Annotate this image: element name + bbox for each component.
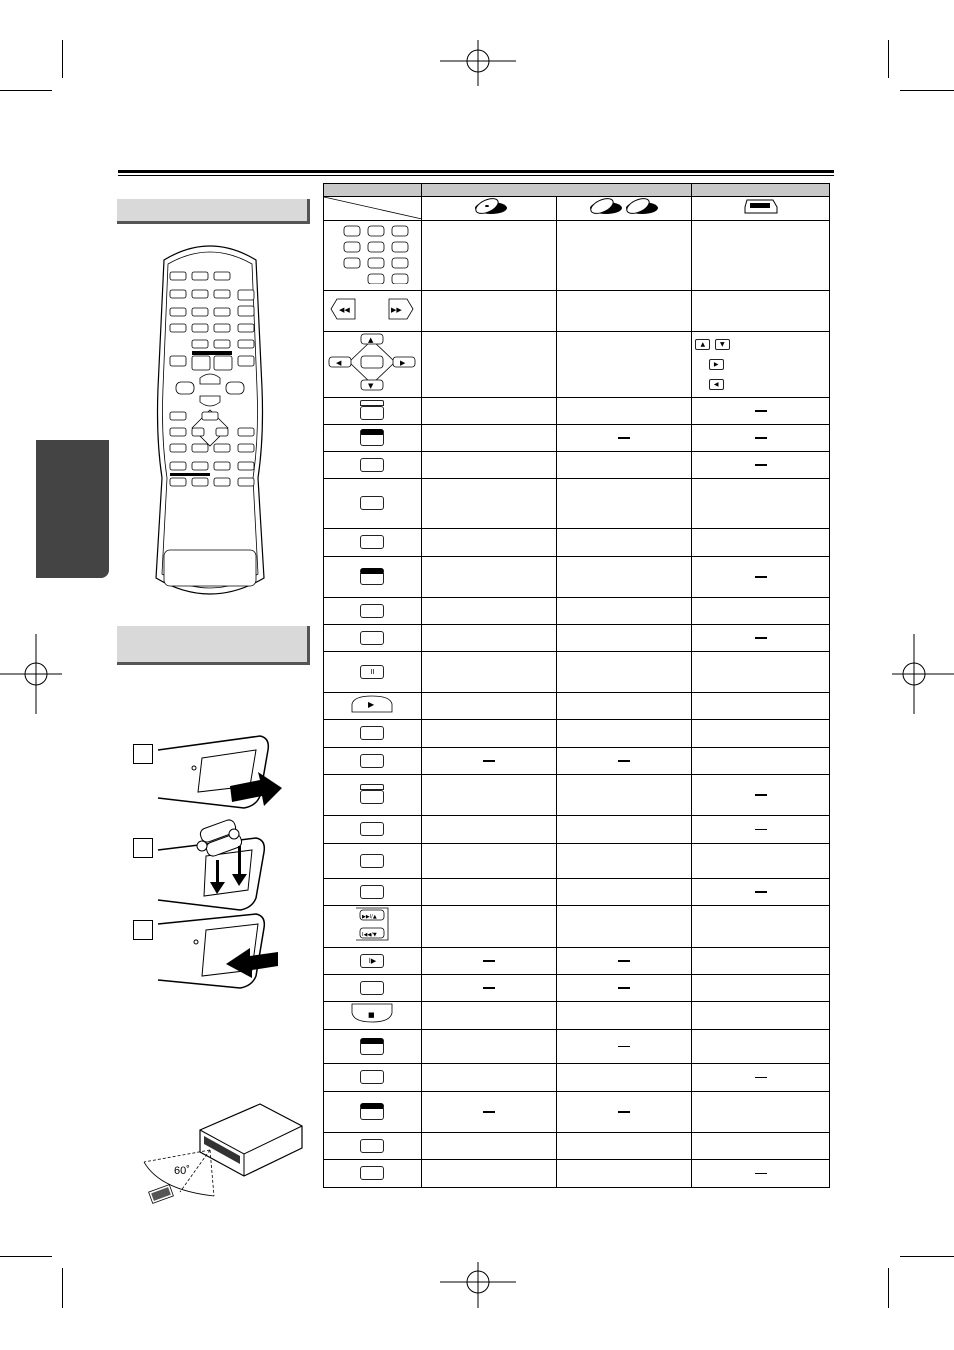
skip-search-buttons-icon (324, 906, 422, 948)
dvd-cell (421, 948, 556, 975)
function-row (324, 332, 830, 398)
right-button-icon: ▶ (709, 359, 724, 370)
step-number-box (133, 838, 153, 858)
vhs-cell (692, 975, 830, 1002)
button-icon (324, 479, 422, 529)
cd-discs-icon (584, 197, 664, 215)
vhs-cell (692, 844, 830, 879)
diagonal-header-cell (324, 197, 422, 221)
dvd-cell (421, 748, 556, 775)
vhs-cell (692, 693, 830, 720)
vhs-cell (692, 816, 830, 844)
button-icon (324, 816, 422, 844)
availability-dash (755, 464, 767, 466)
function-row (324, 906, 830, 948)
function-row (324, 652, 830, 693)
crop-mark (888, 1268, 889, 1308)
button-icon (324, 720, 422, 748)
availability-dash (618, 760, 630, 762)
dvd-cell (421, 720, 556, 748)
function-row (324, 452, 830, 479)
cd-cell (556, 1133, 692, 1160)
vhs-cell (692, 291, 830, 332)
dvd-cell (421, 1160, 556, 1188)
function-row (324, 775, 830, 816)
battery-cover-close-illustration (152, 910, 282, 1000)
cd-cell (556, 1002, 692, 1030)
step-number-box (133, 744, 153, 764)
vhs-cell (692, 1002, 830, 1030)
registration-mark-icon (440, 40, 516, 86)
dvd-cell (421, 425, 556, 452)
dvd-cell (421, 775, 556, 816)
function-row (324, 479, 830, 529)
button-icon (324, 598, 422, 625)
function-row (324, 693, 830, 720)
button-dark-icon (324, 557, 422, 598)
dvd-cell (421, 332, 556, 398)
dvd-cell (421, 1064, 556, 1092)
registration-mark-icon (0, 634, 62, 714)
number-keypad-icon (324, 221, 422, 291)
vhs-cell (692, 425, 830, 452)
availability-dash (755, 794, 767, 796)
crop-mark (888, 40, 889, 78)
dvd-cell (421, 693, 556, 720)
availability-dash (618, 437, 630, 439)
dvd-cell (421, 816, 556, 844)
dvd-cell (421, 879, 556, 906)
range-angle-label: 60˚ (174, 1165, 190, 1177)
down-button-icon: ▼ (715, 339, 730, 350)
availability-dash (618, 960, 630, 962)
vhs-cell (692, 1092, 830, 1133)
function-row (324, 1002, 830, 1030)
function-row (324, 1064, 830, 1092)
cd-cell (556, 425, 692, 452)
left-button-icon: ◀ (709, 379, 724, 390)
function-row (324, 625, 830, 652)
vhs-cell (692, 720, 830, 748)
side-section-tab (36, 440, 109, 578)
cd-cell (556, 720, 692, 748)
button-icon (324, 529, 422, 557)
function-row (324, 816, 830, 844)
dvd-cell (421, 452, 556, 479)
crop-mark (0, 90, 52, 91)
vhs-cell (692, 948, 830, 975)
button-icon (324, 879, 422, 906)
cd-cell (556, 693, 692, 720)
vhs-cell (692, 332, 830, 398)
dvd-cell (421, 529, 556, 557)
svg-text:■: ■ (368, 1011, 376, 1019)
button-icon (324, 975, 422, 1002)
cd-cell (556, 1092, 692, 1133)
function-row (324, 398, 830, 425)
section-heading (117, 626, 310, 665)
cd-cell (556, 291, 692, 332)
button-dark-icon (324, 1030, 422, 1064)
vhs-cell (692, 1160, 830, 1188)
function-row (324, 291, 830, 332)
function-row (324, 975, 830, 1002)
vhs-cell (692, 652, 830, 693)
availability-dash (755, 437, 767, 439)
dvd-cell (421, 479, 556, 529)
vhs-cassette-icon (741, 197, 781, 215)
availability-dash (483, 760, 495, 762)
availability-dash (755, 637, 767, 639)
svg-text:◀: ◀ (336, 359, 342, 367)
button-icon (324, 452, 422, 479)
svg-text:◀◀: ◀◀ (339, 305, 351, 314)
function-row (324, 598, 830, 625)
function-row (324, 1133, 830, 1160)
dvd-cell (421, 844, 556, 879)
dvd-column-header (421, 197, 556, 221)
table-header-bar (324, 184, 830, 197)
dvd-cell (421, 1133, 556, 1160)
cd-cell (556, 479, 692, 529)
button-dark-icon (324, 1092, 422, 1133)
diagonal-line-icon (324, 197, 422, 219)
button-icon (324, 748, 422, 775)
cd-cell (556, 844, 692, 879)
availability-dash (755, 829, 767, 831)
cd-cell (556, 816, 692, 844)
vhs-cell (692, 598, 830, 625)
cd-cell (556, 529, 692, 557)
step-number-box (133, 920, 153, 940)
button-icon (324, 844, 422, 879)
cd-cell (556, 1064, 692, 1092)
dvd-cell (421, 625, 556, 652)
function-row (324, 948, 830, 975)
slow-button-icon: I▶ (324, 948, 422, 975)
crop-mark (62, 1268, 63, 1308)
dvd-cell (421, 398, 556, 425)
vhs-cell (692, 452, 830, 479)
cd-cell (556, 398, 692, 425)
button-icon (324, 1160, 422, 1188)
function-row (324, 557, 830, 598)
function-row (324, 425, 830, 452)
function-row (324, 1030, 830, 1064)
crop-mark (900, 1256, 954, 1257)
cd-cell (556, 652, 692, 693)
header-rule-thin (118, 175, 834, 176)
availability-dash (483, 987, 495, 989)
dvd-cell (421, 557, 556, 598)
cd-cell (556, 332, 692, 398)
svg-text:▶▶I/▲: ▶▶I/▲ (362, 914, 378, 920)
pause-button-icon: II (324, 652, 422, 693)
vhs-cell (692, 748, 830, 775)
cd-cell (556, 557, 692, 598)
cd-cell (556, 452, 692, 479)
button-icon (324, 625, 422, 652)
rew-ffw-buttons-icon (324, 291, 422, 332)
play-button-icon (324, 693, 422, 720)
cd-cell (556, 221, 692, 291)
dvd-disc-icon (469, 197, 509, 215)
vhs-column-header (692, 197, 830, 221)
svg-text:▶: ▶ (368, 699, 375, 709)
vhs-cell (692, 625, 830, 652)
header-cell (421, 184, 691, 197)
function-row (324, 844, 830, 879)
svg-text:▲: ▲ (368, 336, 374, 344)
dvd-cell (421, 291, 556, 332)
vhs-cell (692, 529, 830, 557)
vhs-cell (692, 221, 830, 291)
svg-text:▶: ▶ (400, 359, 406, 367)
battery-insert-illustration (152, 816, 272, 914)
registration-mark-icon (892, 634, 954, 714)
availability-dash (755, 1173, 767, 1175)
svg-text:▶▶: ▶▶ (391, 305, 403, 314)
button-dark-icon (324, 425, 422, 452)
availability-dash (483, 1111, 495, 1113)
function-row (324, 221, 830, 291)
availability-dash (618, 1111, 630, 1113)
remote-range-illustration (140, 1100, 308, 1204)
dvd-cell (421, 1002, 556, 1030)
header-rule (118, 170, 834, 173)
cd-cell (556, 775, 692, 816)
cd-cell (556, 1030, 692, 1064)
cd-cell (556, 906, 692, 948)
function-table (323, 183, 830, 1188)
vhs-cell (692, 398, 830, 425)
section-heading (117, 199, 310, 224)
stop-button-icon (324, 1002, 422, 1030)
button-icon (324, 1133, 422, 1160)
up-button-icon: ▲ (695, 339, 710, 350)
cd-cell (556, 598, 692, 625)
vhs-cell (692, 557, 830, 598)
cd-cell (556, 975, 692, 1002)
function-row (324, 1092, 830, 1133)
dvd-cell (421, 975, 556, 1002)
vhs-cursor-buttons (692, 335, 829, 395)
function-row (324, 748, 830, 775)
function-row (324, 529, 830, 557)
cursor-pad-icon (324, 332, 422, 398)
function-row (324, 1160, 830, 1188)
availability-dash (618, 1046, 630, 1048)
availability-dash (755, 576, 767, 578)
svg-text:▼: ▼ (368, 382, 374, 390)
vhs-cell (692, 775, 830, 816)
cd-cell (556, 1160, 692, 1188)
cd-cell (556, 625, 692, 652)
vhs-cell (692, 1030, 830, 1064)
remote-control-illustration (150, 238, 270, 602)
availability-dash (755, 410, 767, 412)
crop-mark (0, 1256, 52, 1257)
cd-cell (556, 748, 692, 775)
dvd-cell (421, 1030, 556, 1064)
dvd-cell (421, 652, 556, 693)
dvd-cell (421, 598, 556, 625)
button-icon (324, 1064, 422, 1092)
dvd-cell (421, 221, 556, 291)
vhs-cell (692, 879, 830, 906)
disc-type-header-row (324, 197, 830, 221)
vhs-cell (692, 1133, 830, 1160)
vhs-cell (692, 479, 830, 529)
dvd-cell (421, 1092, 556, 1133)
crop-mark (62, 40, 63, 78)
availability-dash (755, 891, 767, 893)
battery-cover-open-illustration (152, 730, 284, 812)
function-row (324, 879, 830, 906)
crop-mark (900, 90, 954, 91)
vhs-cell (692, 906, 830, 948)
vhs-cell (692, 1064, 830, 1092)
cd-cell (556, 948, 692, 975)
cd-cell (556, 879, 692, 906)
header-cell (692, 184, 830, 197)
button-stack-icon (324, 775, 422, 816)
function-row (324, 720, 830, 748)
dvd-cell (421, 906, 556, 948)
registration-mark-icon (440, 1262, 516, 1308)
availability-dash (618, 987, 630, 989)
header-cell (324, 184, 422, 197)
button-stack-icon (324, 398, 422, 425)
svg-text:I◀◀/▼: I◀◀/▼ (362, 932, 378, 938)
cd-column-header (556, 197, 692, 221)
availability-dash (755, 1077, 767, 1079)
availability-dash (483, 960, 495, 962)
